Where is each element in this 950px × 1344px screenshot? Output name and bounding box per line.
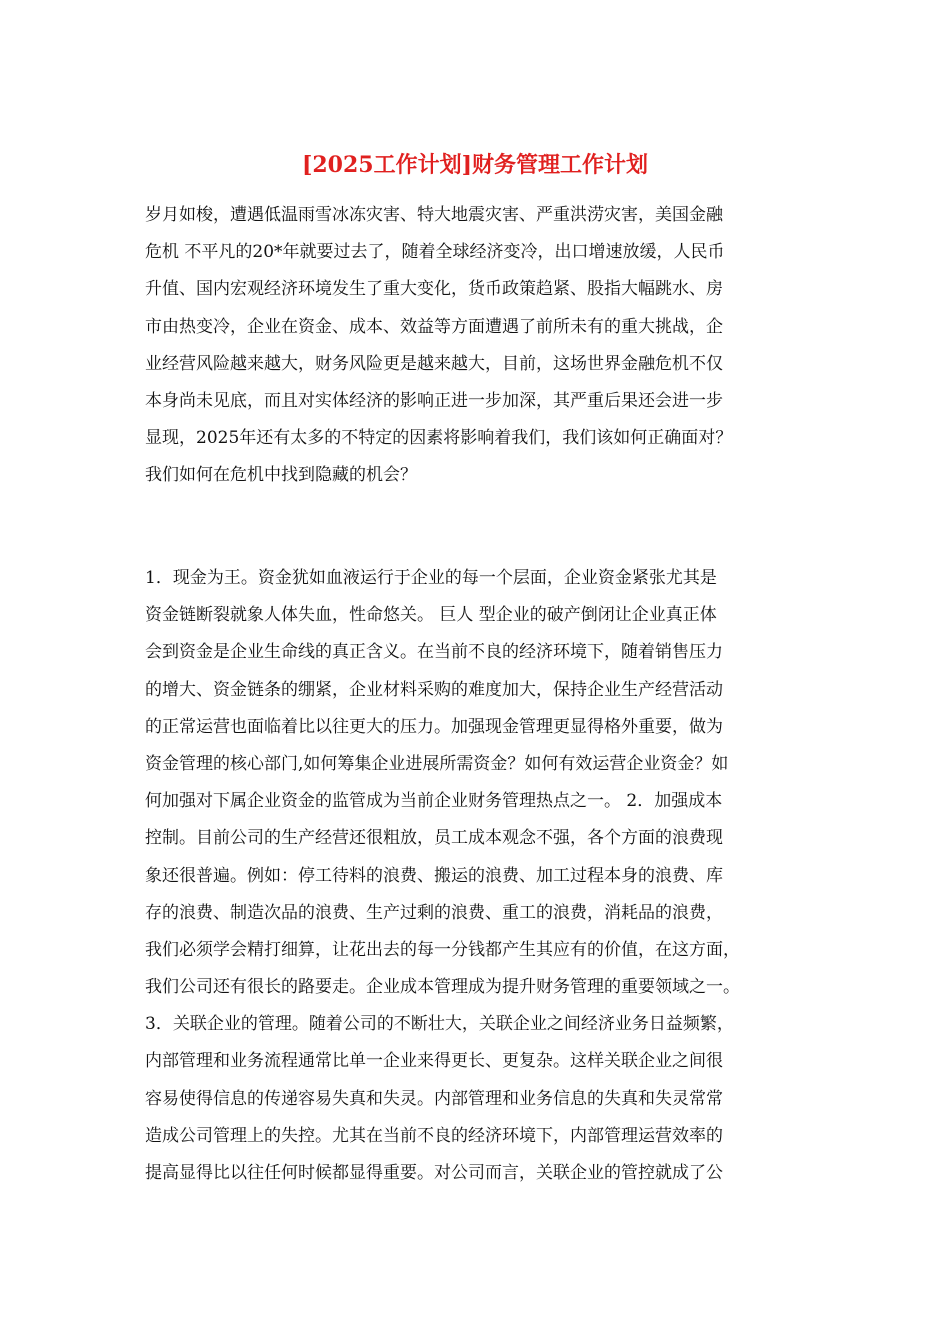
text-line: 造成公司管理上的失控。尤其在当前不良的经济环境下，内部管理运营效率的 (145, 1125, 723, 1146)
text-line: 3．关联企业的管理。随着公司的不断壮大，关联企业之间经济业务日益频繁， (145, 1014, 734, 1035)
text-line: 业经营风险越来越大，财务风险更是越来越大，目前，这场世界金融危机不仅 (145, 353, 723, 374)
text-line: 市由热变冷，企业在资金、成本、效益等方面遭遇了前所未有的重大挑战，企 (145, 316, 723, 337)
body-paragraph (145, 560, 815, 1192)
text-line: 我们如何在危机中找到隐藏的机会？ (145, 465, 417, 486)
text-line: 显现，2025年还有太多的不特定的因素将影响着我们，我们该如何正确面对？ (145, 428, 733, 449)
document-title: [2025工作计划]财务管理工作计划 (301, 152, 649, 178)
intro-paragraph (145, 197, 815, 495)
text-line: 会到资金是企业生命线的真正含义。在当前不良的经济环境下，随着销售压力 (145, 642, 723, 663)
text-line: 何加强对下属企业资金的监管成为当前企业财务管理热点之一。 2．加强成本 (145, 791, 723, 812)
text-line: 提高显得比以往任何时候都显得重要。对公司而言，关联企业的管控就成了公 (145, 1163, 723, 1183)
text-line: 我们公司还有很长的路要走。企业成本管理成为提升财务管理的重要领域之一。 (145, 977, 740, 998)
text-line: 我们必须学会精打细算，让花出去的每一分钱都产生其应有的价值，在这方面， (145, 939, 740, 960)
text-line: 本身尚未见底，而且对实体经济的影响正进一步加深，其严重后果还会进一步 (145, 390, 723, 411)
text-line: 危机 不平凡的20*年就要过去了，随着全球经济变冷，出口增速放缓，人民币 (145, 242, 725, 263)
text-line: 控制。目前公司的生产经营还很粗放，员工成本观念不强，各个方面的浪费现 (145, 828, 723, 849)
text-line: 内部管理和业务流程通常比单一企业来得更长、更复杂。这样关联企业之间很 (145, 1051, 723, 1072)
text-line: 升值、国内宏观经济环境发生了重大变化，货币政策趋紧、股指大幅跳水、房 (145, 279, 723, 300)
text-line: 的增大、资金链条的绷紧，企业材料采购的难度加大，保持企业生产经营活动 (145, 679, 723, 700)
text-line: 容易使得信息的传递容易失真和失灵。内部管理和业务信息的失真和失灵常常 (145, 1088, 723, 1109)
text-line: 1．现金为王。资金犹如血液运行于企业的每一个层面，企业资金紧张尤其是 (145, 568, 717, 588)
text-line: 资金链断裂就象人体失血，性命悠关。 巨人 型企业的破产倒闭让企业真正体 (145, 605, 717, 626)
text-line: 象还很普遍。例如：停工待料的浪费、搬运的浪费、加工过程本身的浪费、库 (145, 865, 723, 886)
text-line: 资金管理的核心部门,如何筹集企业进展所需资金？如何有效运营企业资金？如 (145, 753, 729, 774)
text-line: 岁月如梭，遭遇低温雨雪冰冻灾害、特大地震灾害、严重洪涝灾害，美国金融 (145, 205, 723, 225)
text-line: 的正常运营也面临着比以往更大的压力。加强现金管理更显得格外重要，做为 (145, 716, 723, 737)
text-line: 存的浪费、制造次品的浪费、生产过剩的浪费、重工的浪费，消耗品的浪费， (145, 902, 723, 923)
